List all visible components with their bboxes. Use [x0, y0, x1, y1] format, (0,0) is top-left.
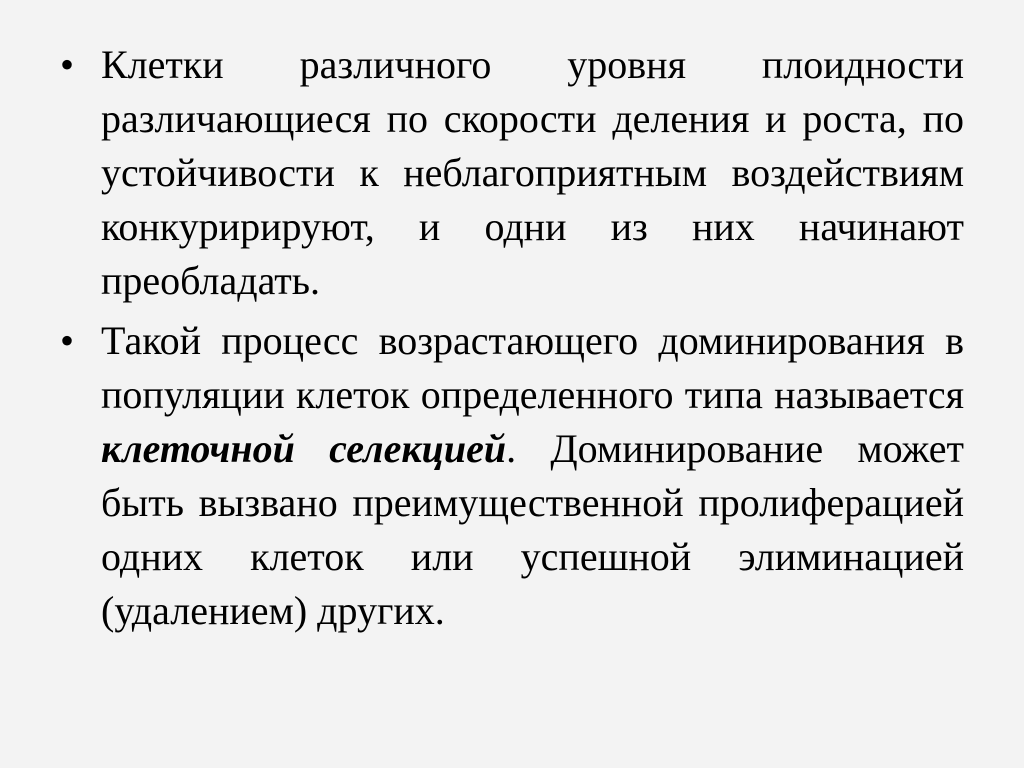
- bullet-2-text-after: . Доминирование может быть вызвано преимущественной пролиферацией одних клеток или успешной элиминацией (удалением) других.: [101, 426, 964, 633]
- bullet-icon: •: [60, 318, 75, 363]
- key-term: клеточной селекцией: [101, 426, 507, 471]
- bullet-icon: •: [60, 42, 75, 87]
- bullet-item-2: [60, 314, 964, 638]
- bullet-list: [60, 38, 964, 638]
- bullet-item-1: [60, 38, 964, 308]
- bullet-1-text: Клетки различного уровня плоидности различающиеся по скорости деления и роста, по устойчивости к неблагоприятным воздействиям конкуририруют, и одни из них начинают преобладать.: [101, 42, 964, 303]
- bullet-2-text-before: Такой процесс возрастающего доминирования в популяции клеток определенного типа называется: [101, 318, 964, 417]
